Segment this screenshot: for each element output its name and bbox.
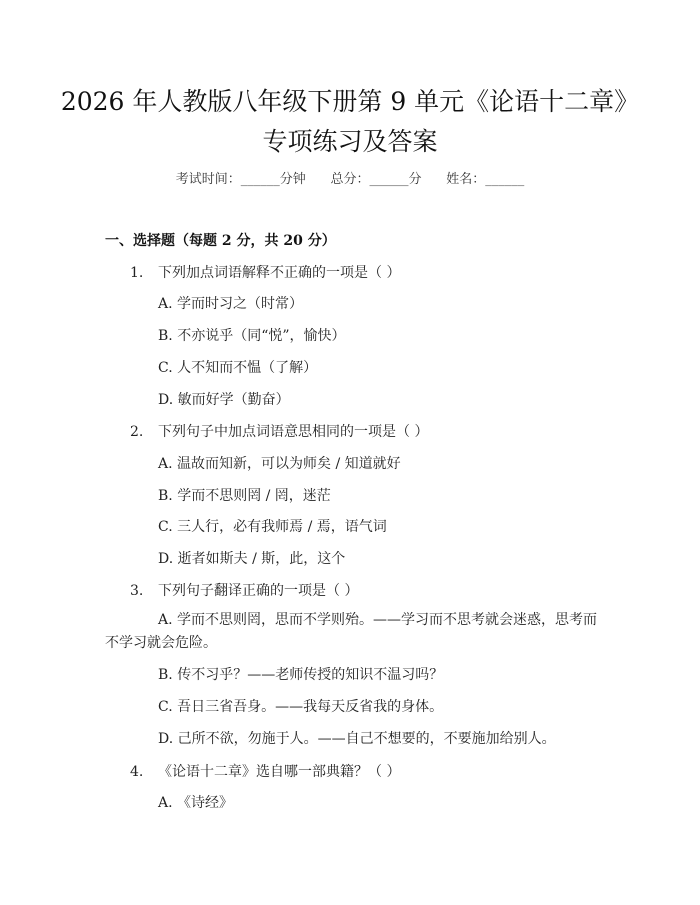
option-a: A. 学而不思则罔，思而不学则殆。——学习而不思考就会迷惑，思考而不学习就会危险。 <box>105 612 598 651</box>
option-a: A. 温故而知新，可以为师矣 / 知道就好 <box>158 456 401 472</box>
option-d: D. 己所不欲，勿施于人。——自己不想要的，不要施加给别人。 <box>158 731 556 747</box>
question-2 <box>130 421 428 441</box>
question-text: 下列句子中加点词语意思相同的一项是（ ） <box>158 424 429 440</box>
section-heading: 一、选择题（每题 2 分，共 20 分） <box>105 233 336 249</box>
option-b: B. 不亦说乎（同“悦”，愉快） <box>158 328 346 344</box>
question-text: 《论语十二章》选自哪一部典籍？（ ） <box>158 764 401 780</box>
question-3 <box>130 580 358 600</box>
document-title: 2026 年人教版八年级下册第 9 单元《论语十二章》专项练习及答案 <box>60 87 640 156</box>
question-text: 下列加点词语解释不正确的一项是（ ） <box>158 265 401 281</box>
question-number: 2. <box>130 424 144 440</box>
option-b: B. 学而不思则罔 / 罔，迷茫 <box>158 488 331 504</box>
question-number: 3. <box>130 583 144 599</box>
option-c: C. 人不知而不愠（了解） <box>158 360 318 376</box>
question-text: 下列句子翻译正确的一项是（ ） <box>158 583 359 599</box>
question-1 <box>130 262 400 282</box>
option-a: A. 学而时习之（时常） <box>158 296 304 312</box>
option-b: B. 传不习乎？——老师传授的知识不温习吗？ <box>158 667 444 683</box>
question-number: 1. <box>130 265 144 281</box>
question-number: 4. <box>130 764 144 780</box>
option-c: C. 吾日三省吾身。——我每天反省我的身体。 <box>158 699 444 715</box>
option-d: D. 逝者如斯夫 / 斯，此，这个 <box>158 551 346 567</box>
option-a: A. 《诗经》 <box>158 795 234 811</box>
option-c: C. 三人行，必有我师焉 / 焉，语气词 <box>158 519 387 535</box>
exam-info-line: 考试时间：______分钟 总分：______分 姓名：______ <box>175 172 525 187</box>
option-d: D. 敏而好学（勤奋） <box>158 392 290 408</box>
question-4 <box>130 761 400 781</box>
